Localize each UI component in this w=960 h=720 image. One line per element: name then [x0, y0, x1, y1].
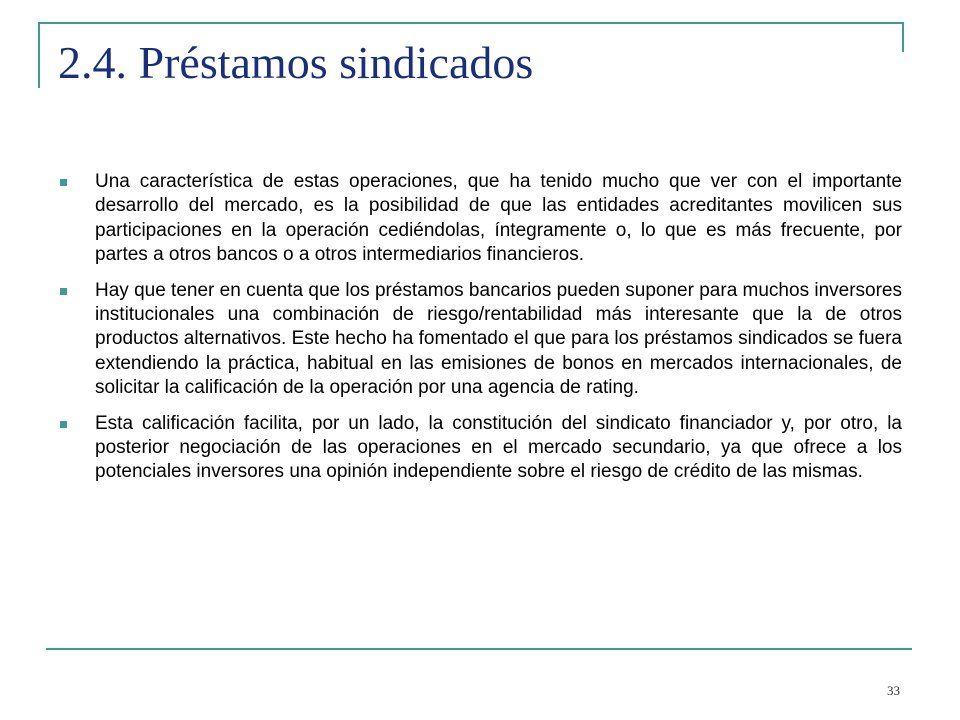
square-bullet-icon: [60, 179, 67, 186]
bullet-item: [52, 170, 902, 268]
bullet-list: [52, 170, 902, 496]
frame-left-line: [38, 22, 40, 88]
bullet-text: Esta calificación facilita, por un lado, la constitución del sindicato financiador y, por otro, la posterior negociación de las operaciones en el mercado secundario, ya que ofrece a los potenciales inversores una opinión independiente sobre el riesgo de crédito de las mismas.: [95, 412, 902, 483]
square-bullet-icon: [60, 288, 67, 295]
slide-title: 2.4. Préstamos sindicados: [58, 37, 534, 88]
bullet-item: [52, 412, 902, 485]
bullet-text: Hay que tener en cuenta que los préstamos bancarios pueden suponer para muchos inversores institucionales una combinación de riesgo/rentabilidad más interesante que la de otros productos alternativos. Este hecho ha fomentado el que para los préstamos sindicados se fuera extendiendo la práctica, habitual en las emisiones de bonos en mercados internacionales, de solicitar la calificación de la operación por una agencia de rating.: [95, 279, 902, 399]
frame-bottom-line: [46, 648, 912, 650]
bullet-item: [52, 279, 902, 401]
frame-right-line: [902, 22, 904, 52]
page-number: 33: [887, 683, 900, 698]
square-bullet-icon: [60, 421, 67, 428]
frame-top-line: [38, 22, 904, 24]
bullet-text: Una característica de estas operaciones, que ha tenido mucho que ver con el importante desarrollo del mercado, es la posibilidad de que las entidades acreditantes movilicen sus participaciones en la operación cediéndolas, íntegramente o, lo que es más frecuente, por partes a otros bancos o a otros intermediarios financieros.: [95, 171, 902, 266]
